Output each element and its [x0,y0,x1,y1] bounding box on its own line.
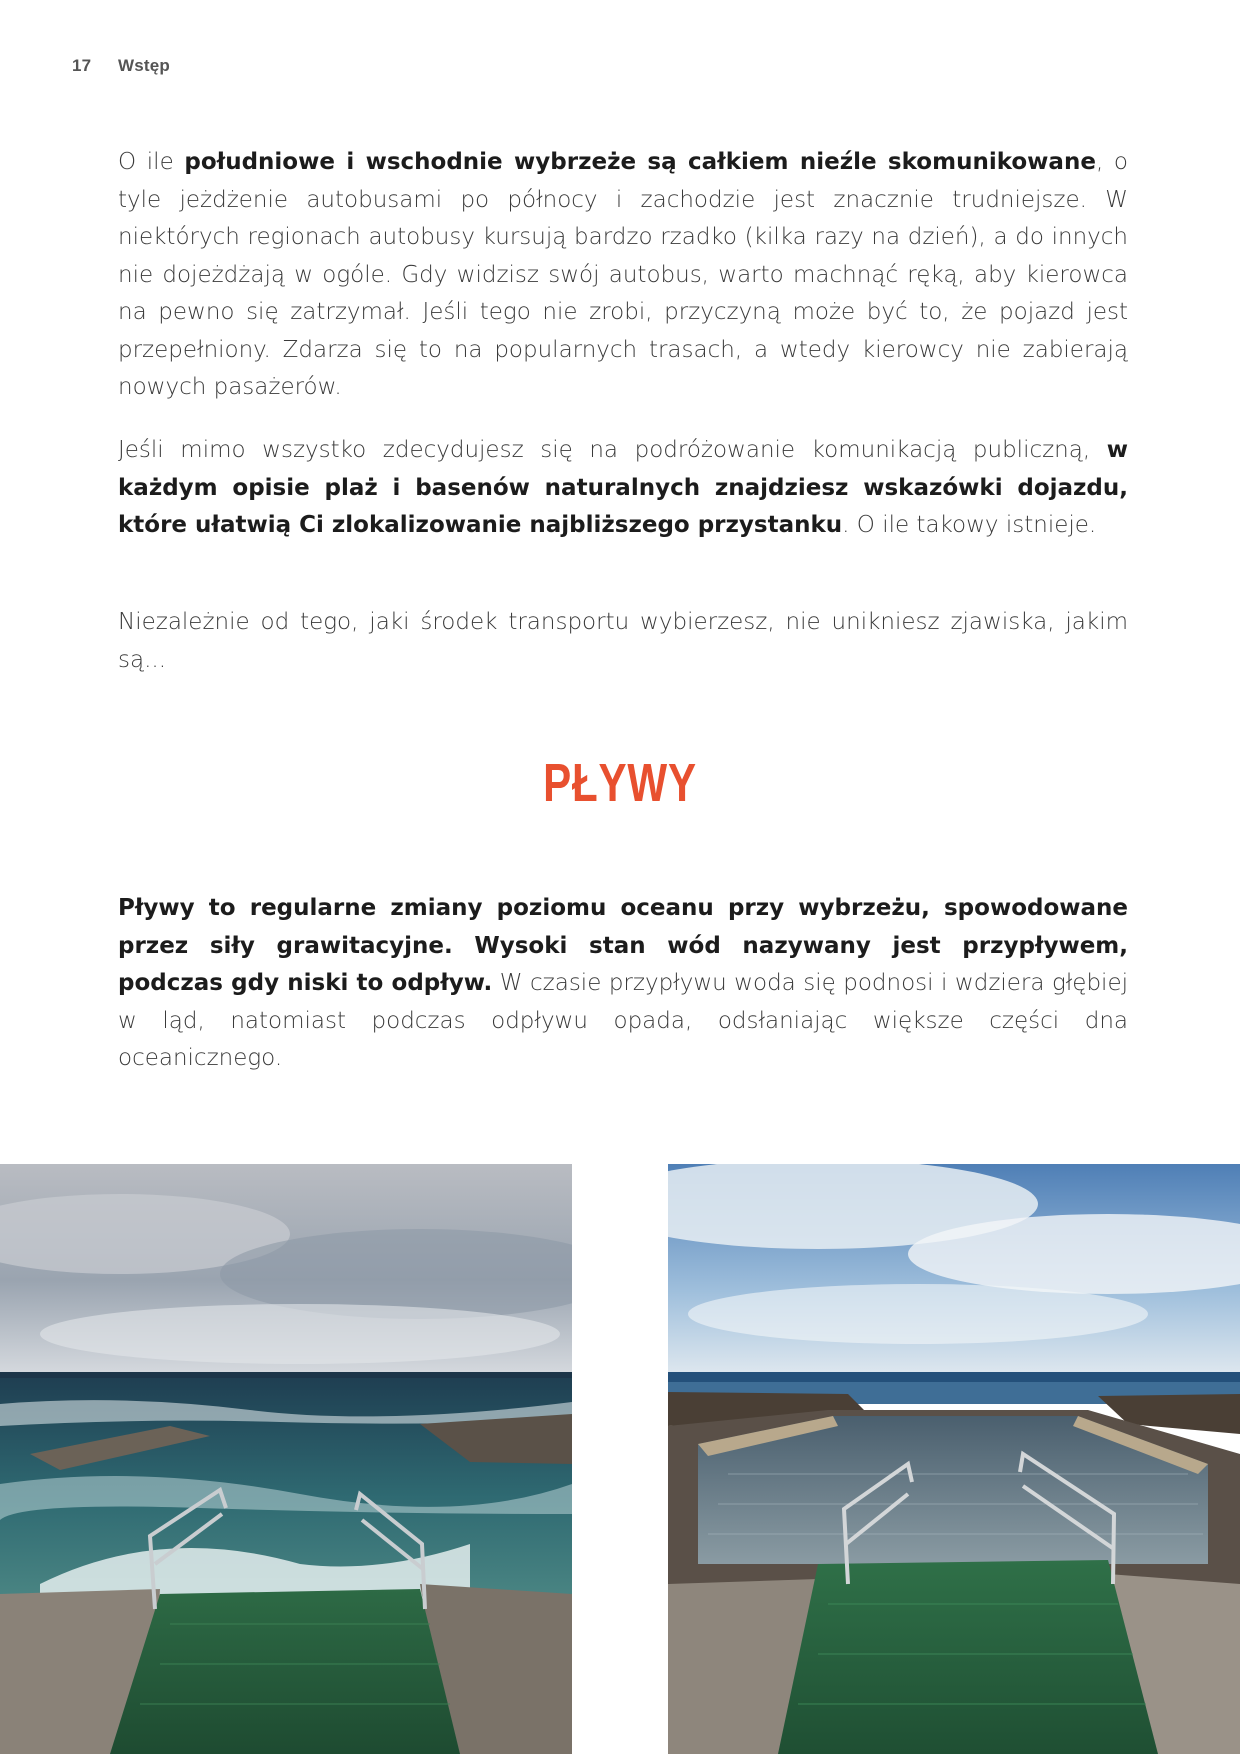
paragraph-tides-definition [118,890,1128,1078]
page-number: 17 [72,56,92,75]
paragraph-transport-coast [118,144,1128,407]
p1-text-1: O ile [118,149,185,175]
p2-text-1: Jeśli mimo wszystko zdecydujesz się na podróżowanie komunikacją publiczną, [118,437,1107,463]
photo-low-tide-illustration [668,1164,1240,1754]
photo-high-tide-illustration [0,1164,572,1754]
p1-text-2: , o tyle jeżdżenie autobusami po północy i zachodzie jest znacznie trudniejsze. W niektórych regionach autobusy kursują bardzo rzadko (kilka razy na dzień), a do innych nie dojeżdżają w ogóle. Gdy widzisz swój autobus, warto machnąć ręką, aby kierowca na pewno się zatrzymał. Jeśli tego nie zrobi, przyczyną może być to, że pojazd jest przepełniony. Zdarza się to na popularnych trasach, a wtedy kierowcy nie zabierają nowych pasażerów. [118,149,1129,400]
p2-bold-1: w każdym opisie plaż i basenów naturalnych znajdziesz wskazówki dojazdu, które ułatwią Ci zlokalizowanie najbliższego przystanku [118,437,1128,538]
running-head [72,56,170,76]
photo-low-tide [668,1164,1240,1754]
p1-bold-1: południowe i wschodnie wybrzeże są całkiem nieźle skomunikowane [184,149,1096,175]
p3-text-1: Niezależnie od tego, jaki środek transportu wybierzesz, nie unikniesz zjawiska, jakim są... [118,609,1128,673]
p2-text-2: . O ile takowy istnieje. [842,512,1097,538]
p4-text-1: W czasie przypływu woda się podnosi i wdziera głębiej w ląd, natomiast podczas odpływu opada, odsłaniając większe części dna oceanicznego. [118,970,1128,1071]
paragraph-transition [118,604,1128,679]
p4-bold-1: Pływy to regularne zmiany poziomu oceanu przy wybrzeżu, spowodowane przez siły grawitacyjne. Wysoki stan wód nazywany jest przypływem, podczas gdy niski to odpływ. [118,895,1128,996]
paragraph-public-transport [118,432,1128,545]
photo-high-tide [0,1164,572,1754]
chapter-title: Wstęp [118,56,170,75]
section-title-tides: PŁYWY [543,753,697,813]
